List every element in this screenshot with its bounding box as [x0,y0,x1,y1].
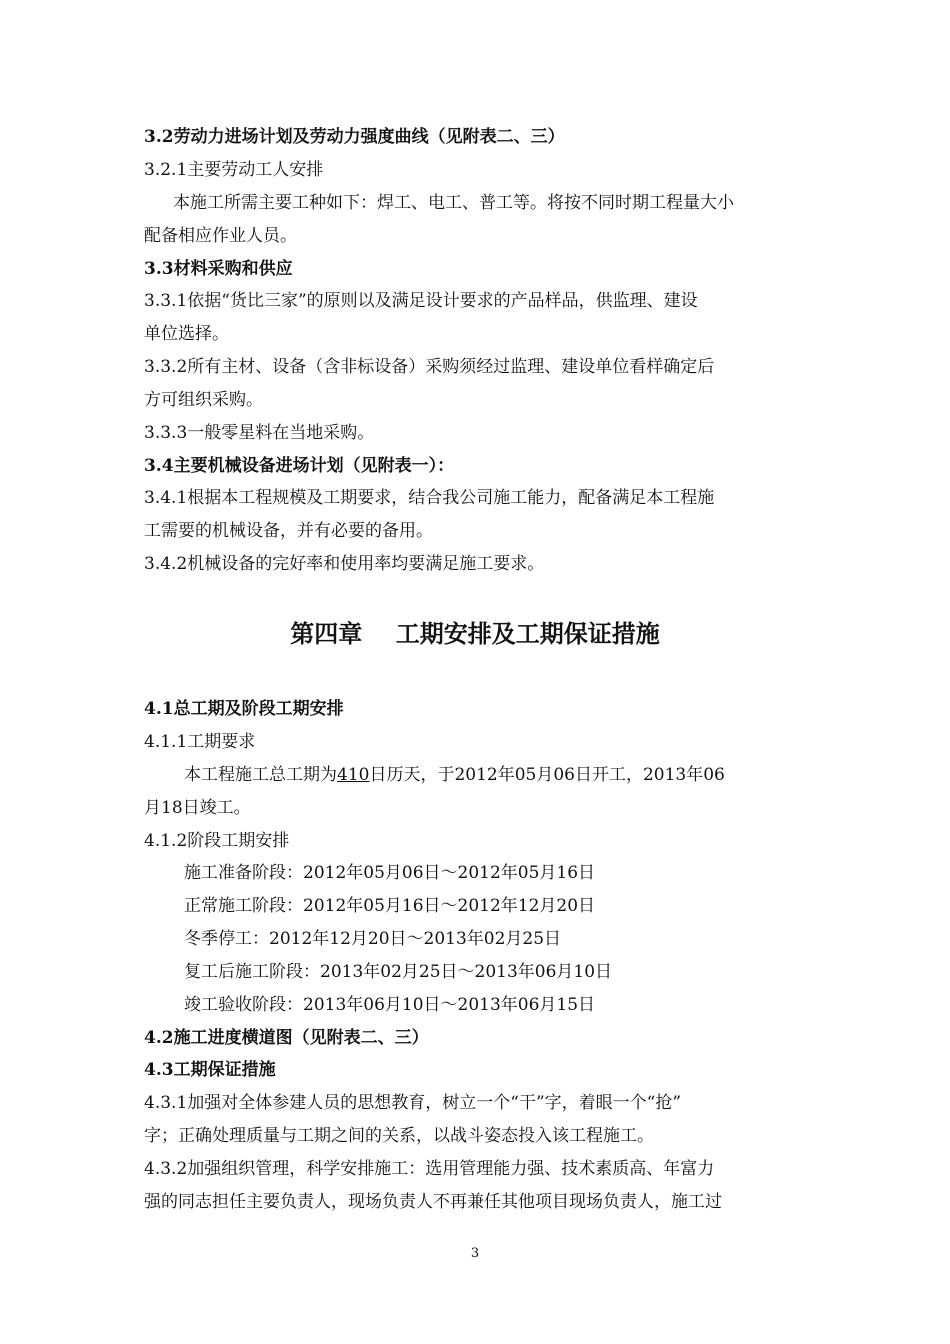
paragraph-line [184,764,725,786]
paragraph-line: 3.4.2机械设备的完好率和使用率均要满足施工要求。 [144,554,545,574]
subsection-heading-3-2-1: 3.2.1主要劳动工人安排 [144,160,324,180]
page-number: 3 [470,1246,480,1261]
section-heading-3-4: 3.4主要机械设备进场计划（见附表一）： [144,456,455,476]
phase-item: 竣工验收阶段：2013年06月10日～2013年06月15日 [184,995,596,1015]
phase-item: 冬季停工：2012年12月20日～2013年02月25日 [184,929,562,949]
subsection-heading-4-1-2: 4.1.2阶段工期安排 [144,831,290,851]
paragraph-line: 字；正确处理质量与工期之间的关系，以战斗姿态投入该工程施工。 [144,1126,654,1146]
paragraph-line: 工需要的机械设备，并有必要的备用。 [144,521,433,541]
phase-item: 复工后施工阶段：2013年02月25日～2013年06月10日 [184,962,613,982]
text-span: 日历天，于2012年05月06日开工，2013年06 [369,765,725,785]
section-heading-3-3: 3.3材料采购和供应 [144,259,293,279]
paragraph-line: 3.3.3一般零星料在当地采购。 [144,423,375,443]
paragraph-line: 3.3.2所有主材、设备（含非标设备）采购须经过监理、建设单位看样确定后 [144,357,715,377]
paragraph-line: 4.3.1加强对全体参建人员的思想教育，树立一个“干”字，着眼一个“抢” [144,1093,682,1113]
text-span: 本工程施工总工期为 [184,765,337,785]
paragraph-line: 3.3.1依据“货比三家”的原则以及满足设计要求的产品样品，供监理、建设 [144,291,698,311]
total-days-value: 410 [337,765,370,785]
paragraph-line: 本施工所需主要工种如下：焊工、电工、普工等。将按不同时期工程量大小 [173,193,734,213]
paragraph-line: 强的同志担任主要负责人，现场负责人不再兼任其他项目现场负责人，施工过 [144,1192,722,1212]
section-heading-4-1: 4.1总工期及阶段工期安排 [144,699,344,719]
section-heading-4-2: 4.2施工进度横道图（见附表二、三） [144,1028,429,1048]
section-heading-3-2: 3.2劳动力进场计划及劳动力强度曲线（见附表二、三） [144,127,565,147]
paragraph-line: 配备相应作业人员。 [144,226,297,246]
paragraph-line: 方可组织采购。 [144,390,263,410]
phase-item: 正常施工阶段：2012年05月16日～2012年12月20日 [184,896,596,916]
chapter-title: 第四章 工期安排及工期保证措施 [290,619,660,648]
paragraph-line: 4.3.2加强组织管理，科学安排施工：选用管理能力强、技术素质高、年富力 [144,1159,715,1179]
section-heading-4-3: 4.3工期保证措施 [144,1060,276,1080]
paragraph-line: 3.4.1根据本工程规模及工期要求，结合我公司施工能力，配备满足本工程施 [144,488,715,508]
subsection-heading-4-1-1: 4.1.1工期要求 [144,732,256,752]
phase-item: 施工准备阶段：2012年05月06日～2012年05月16日 [184,863,596,883]
paragraph-line: 单位选择。 [144,324,229,344]
paragraph-line: 月18日竣工。 [144,798,251,818]
